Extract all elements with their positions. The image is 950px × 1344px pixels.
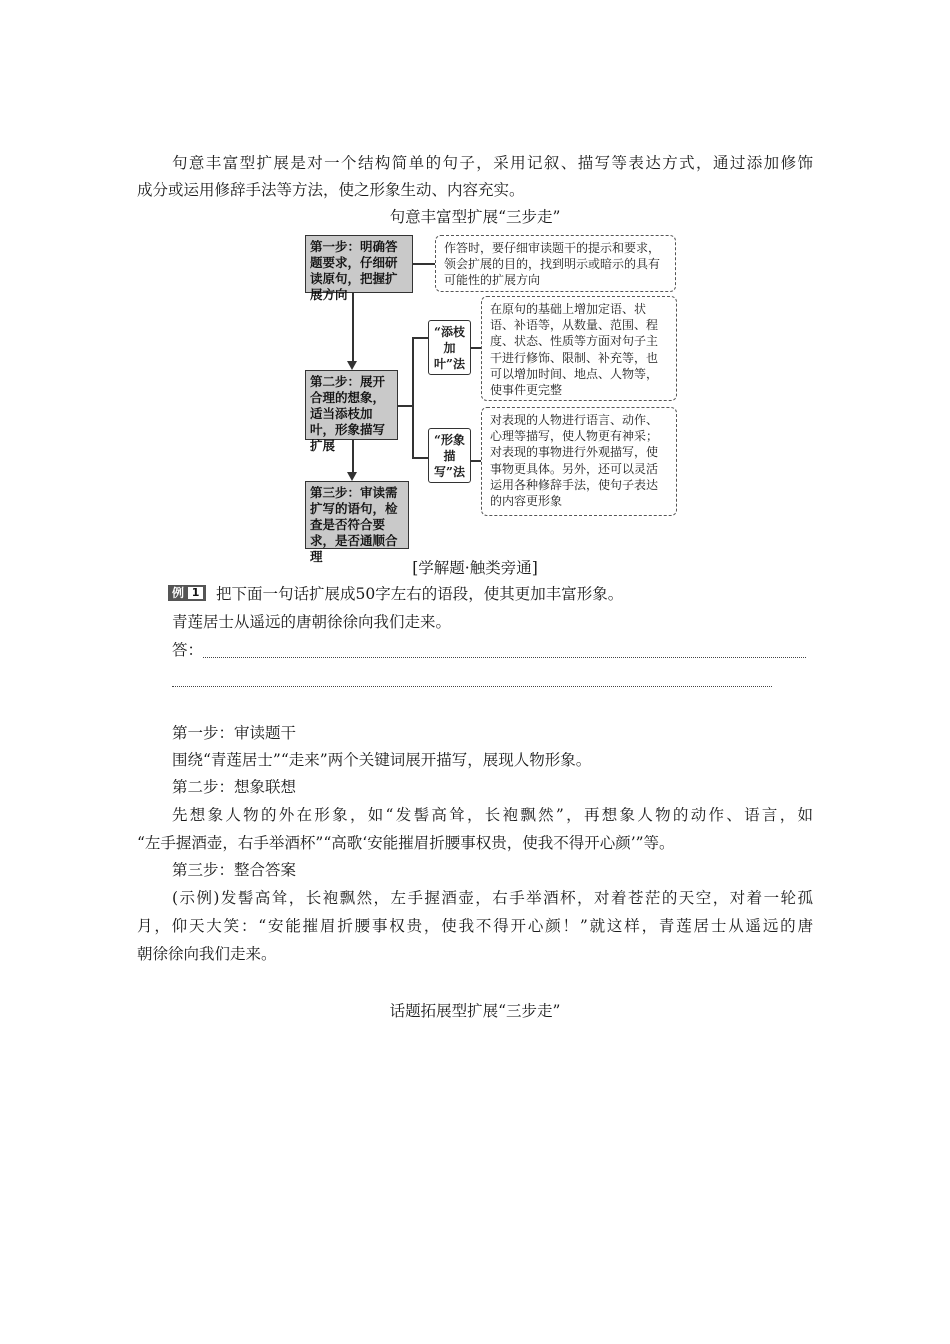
branch-bottom [412, 457, 428, 459]
branch-vertical [412, 337, 414, 458]
example-prompt: 把下面一句话扩展成50字左右的语段，使其更加丰富形象。 [216, 585, 624, 603]
example-badge-number: 1 [188, 587, 203, 599]
section-heading: [学解题·触类旁通] [412, 559, 538, 577]
answer-line-2[interactable] [172, 686, 772, 687]
step3-box: 第三步：审读需扩写的语句，检查是否符合要求，是否通顺合理 [305, 481, 409, 549]
connector-step2-branch [398, 405, 412, 407]
answer-label: 答： [172, 641, 204, 659]
arrow-down-icon [347, 361, 357, 370]
example-sentence: 青莲居士从遥远的唐朝徐徐向我们走来。 [172, 613, 452, 631]
step3-text-line-3: 朝徐徐向我们走来。 [137, 945, 277, 963]
step1-text: 围绕“青莲居士”“走来”两个关键词展开描写，展现人物形象。 [172, 751, 592, 769]
step2-text-line-2: “左手握酒壶，右手举酒杯”“高歌‘安能摧眉折腰事权贵，使我不得开心颜’”等。 [137, 834, 675, 852]
step3-title: 第三步：整合答案 [172, 861, 297, 879]
step1-note-box: 作答时，要仔细审读题干的提示和要求，领会扩展的目的，找到明示或暗示的具有可能性的扩展方向 [435, 235, 676, 292]
intro-line-2: 成分或运用修辞手法等方法，使之形象生动、内容充实。 [137, 181, 525, 199]
connector-method2-note [471, 460, 481, 462]
intro-line-1: 句意丰富型扩展是对一个结构简单的句子，采用记叙、描写等表达方式，通过添加修饰 [172, 154, 813, 172]
arrow-down-icon [347, 472, 357, 481]
connector-step1-note [413, 263, 435, 265]
example-badge [168, 585, 206, 601]
connector-step2-step3 [352, 440, 354, 472]
step1-box: 第一步：明确答题要求，仔细研读原句，把握扩展方向 [305, 235, 413, 293]
method-add-branches-note: 在原句的基础上增加定语、状语、补语等，从数量、范围、程度、状态、性质等方面对句子主干进行修饰、限制、补充等，也可以增加时间、地点、人物等，使事件更完整 [481, 296, 677, 401]
method-add-branches-box: “添枝加叶”法 [428, 320, 471, 375]
answer-line-1[interactable] [203, 657, 806, 658]
method-vivid-description-note: 对表现的人物进行语言、动作、心理等描写，使人物更有神采；对表现的事物进行外观描写，使事物更具体。另外，还可以灵活运用各种修辞手法，使句子表达的内容更形象 [481, 407, 677, 516]
step1-title: 第一步：审读题干 [172, 724, 297, 742]
diagram-title: 句意丰富型扩展“三步走” [389, 208, 561, 226]
connector-method1-note [471, 347, 481, 349]
method-vivid-description-box: “形象描写”法 [428, 428, 471, 483]
branch-top [412, 337, 428, 339]
example-badge-label: 例 [172, 586, 185, 600]
step3-text-line-1: (示例)发髻高耸，长袍飘然，左手握酒壶，右手举酒杯，对着苍茫的天空，对着一轮孤 [172, 889, 813, 907]
connector-step1-step2 [352, 293, 354, 361]
step2-box: 第二步：展开合理的想象，适当添枝加叶，形象描写扩展 [305, 370, 398, 440]
next-section-title: 话题拓展型扩展“三步走” [389, 1002, 561, 1020]
step2-text-line-1: 先想象人物的外在形象，如“发髻高耸，长袍飘然”，再想象人物的动作、语言，如 [172, 806, 813, 824]
step2-title: 第二步：想象联想 [172, 778, 297, 796]
step3-text-line-2: 月，仰天大笑：“安能摧眉折腰事权贵，使我不得开心颜！”就这样，青莲居士从遥远的唐 [137, 917, 813, 935]
